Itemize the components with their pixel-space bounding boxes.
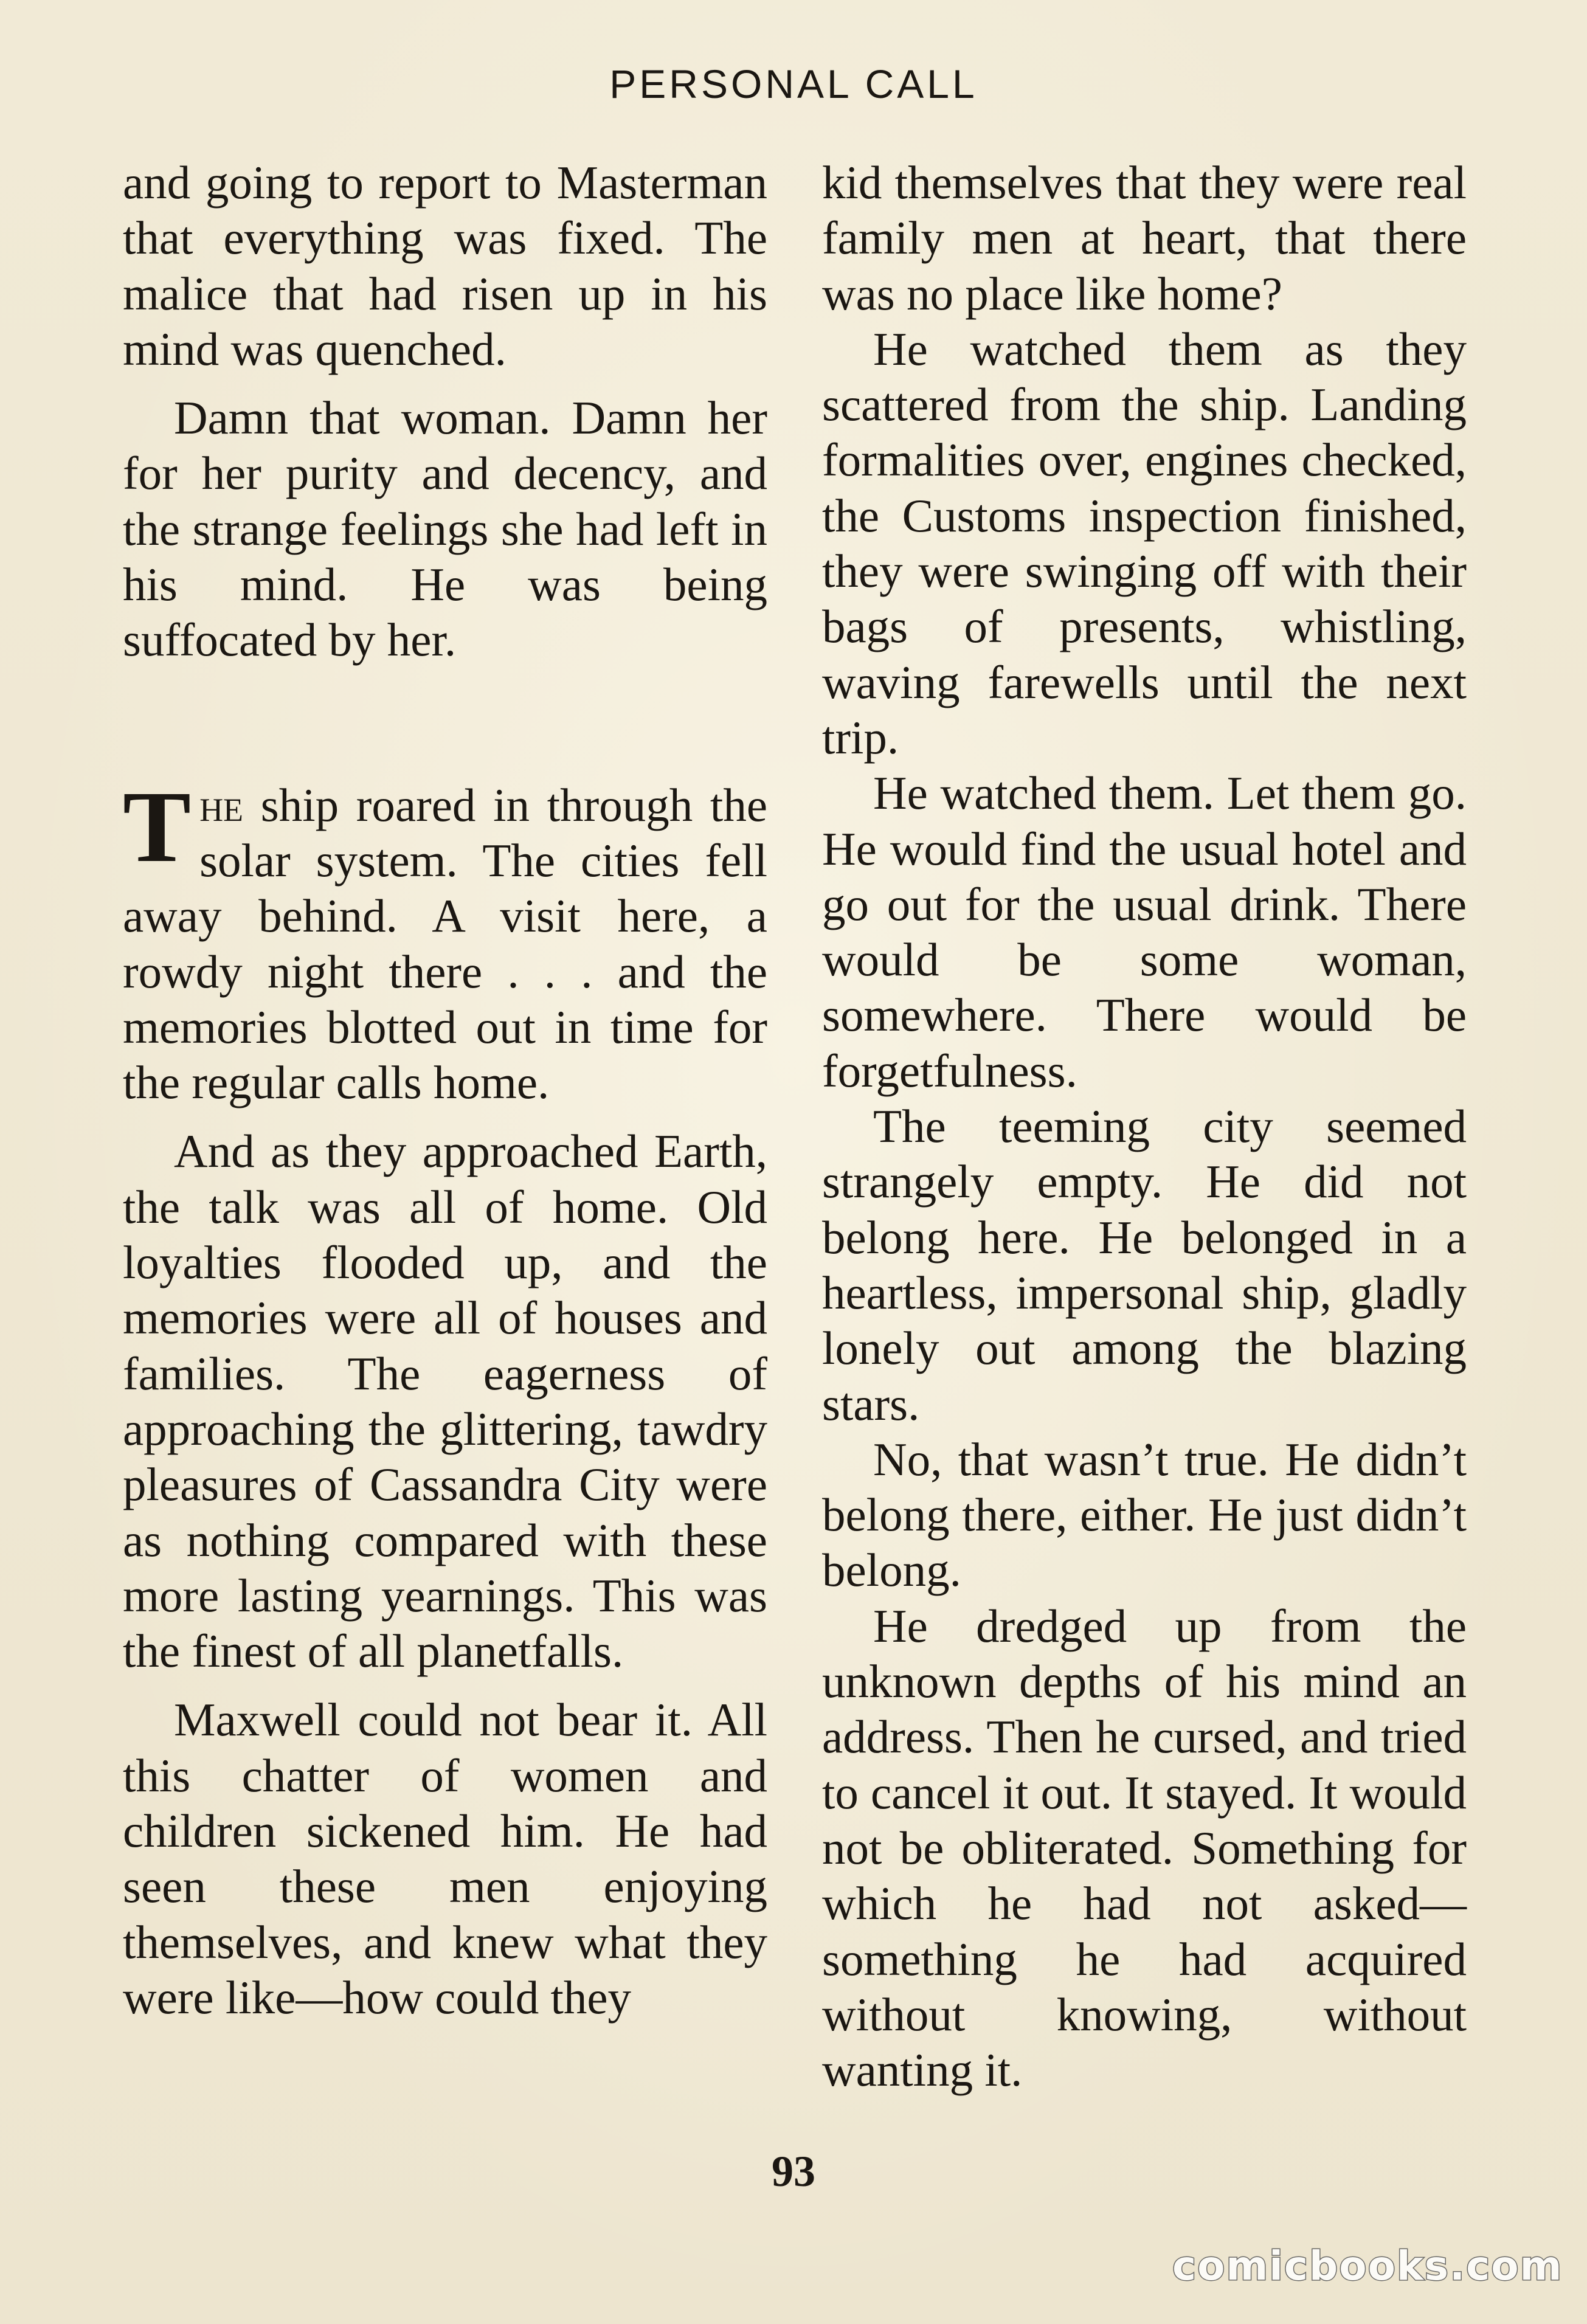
left-paragraph-4: And as they approached Earth, the talk was all of home. Old loyalties flooded up, and the memories were all of houses and families. The eagerness of approaching the glittering, tawdry pleasures of Cassandra City were as nothing compared with these more lasting yearnings. This was the finest of all planetfalls. — [123, 1125, 767, 1678]
right-paragraph-4: The teeming city seemed strangely empty. He did not belong here. He belonged in a heartless, impersonal ship, gladly lonely out among the blazing stars. — [822, 1100, 1467, 1430]
left-paragraph-3-section-start — [123, 770, 767, 1111]
watermark: comicbooks.com — [1172, 2243, 1563, 2289]
left-paragraph-1: and going to report to Masterman that everything was fixed. The malice that had risen up in his mind was quenched. — [123, 156, 767, 375]
left-paragraph-5: Maxwell could not bear it. All this chatter of women and children sickened him. He had seen these men enjoying themselves, and knew what they were like—how could they — [123, 1693, 767, 2024]
left-paragraph-3-text: ship roared in through the solar system. The cities fell away behind. A visit here, a rowdy night there . . . and the memories blotted out in time for the regular calls home. — [123, 778, 767, 1109]
right-paragraph-1: kid themselves that they were real family men at heart, that there was no place like home? — [822, 156, 1467, 320]
right-paragraph-3: He watched them. Let them go. He would find the usual hotel and go out for the usual drink. There would be some woman, somewhere. There would be forgetfulness. — [822, 767, 1467, 1097]
drop-cap: T — [123, 770, 192, 884]
right-paragraph-2: He watched them as they scattered from the ship. Landing formalities over, engines checked, the Customs inspection finished, they were swinging off with their bags of presents, whistling, waving farewells until the next trip. — [822, 322, 1467, 764]
left-paragraph-2: Damn that woman. Damn her for her purity and decency, and the strange feelings she had left in his mind. He was being suffocated by her. — [123, 392, 767, 666]
running-head: PERSONAL CALL — [609, 61, 978, 106]
small-caps-lead: he — [199, 778, 244, 831]
right-column — [822, 155, 1467, 2098]
left-column — [123, 155, 767, 2025]
right-paragraph-5: No, that wasn’t true. He didn’t belong there, either. He just didn’t belong. — [822, 1433, 1467, 1597]
page-number: 93 — [772, 2147, 815, 2196]
right-paragraph-6: He dredged up from the unknown depths of his mind an address. Then he cursed, and tried to cancel it out. It stayed. It would not be obliterated. Something for which he had not asked—something he had acquired without knowing, without wanting it. — [822, 1599, 1467, 2097]
